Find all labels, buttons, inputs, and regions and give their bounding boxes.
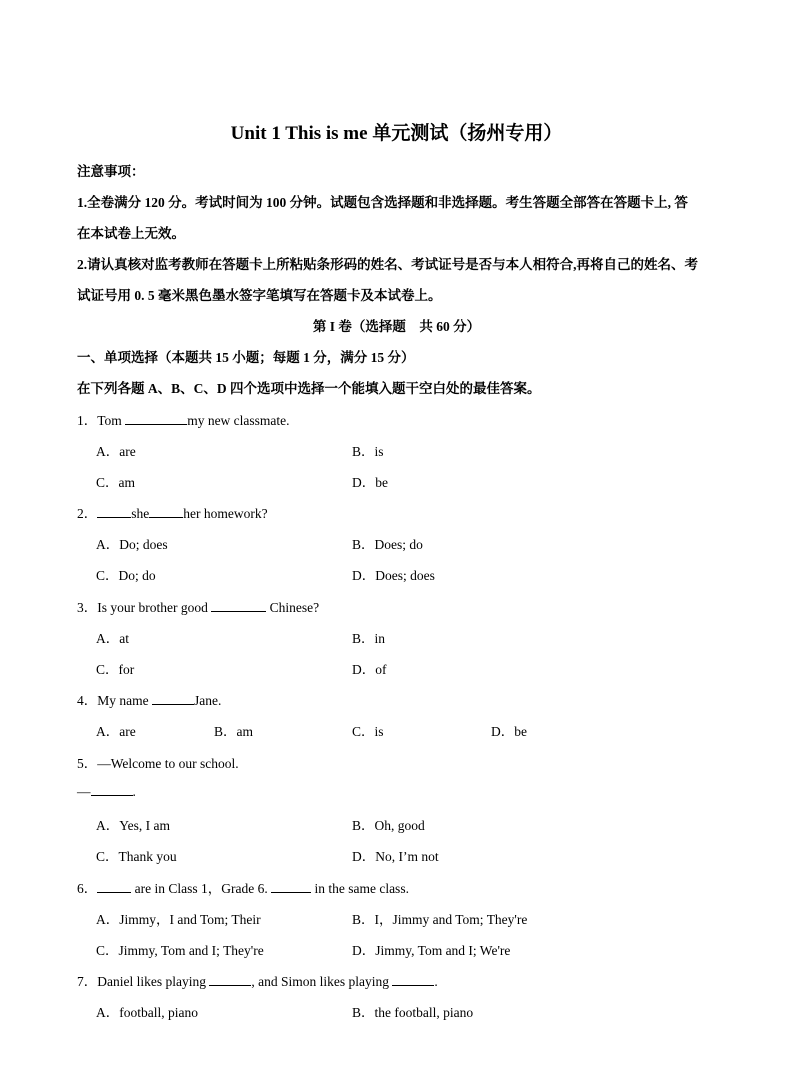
option-a[interactable]: A．Do; does bbox=[96, 537, 168, 552]
option-a[interactable]: A．are bbox=[96, 444, 136, 459]
option-c[interactable]: C．Do; do bbox=[96, 568, 156, 583]
option-a[interactable]: A．at bbox=[96, 631, 129, 646]
question-text: are in Class 1，Grade 6. bbox=[131, 881, 272, 896]
option-a[interactable]: A．Yes, I am bbox=[96, 818, 171, 833]
answer-blank bbox=[97, 880, 131, 893]
option-c[interactable]: C．Thank you bbox=[96, 849, 177, 864]
option-d[interactable]: D．Does; does bbox=[352, 568, 435, 583]
answer-blank bbox=[211, 599, 266, 612]
page-title: Unit 1 This is me 单元测试（扬州专用） bbox=[230, 123, 563, 144]
question-text: Is your brother good bbox=[97, 600, 212, 615]
option-b[interactable]: B．in bbox=[352, 631, 386, 646]
question-2 bbox=[77, 502, 268, 522]
question-text: Tom bbox=[97, 413, 126, 428]
option-b[interactable]: B．is bbox=[352, 444, 384, 459]
question-1 bbox=[77, 409, 290, 429]
option-b[interactable]: B．Does; do bbox=[352, 537, 423, 552]
question-text: —Welcome to our school. bbox=[97, 756, 239, 771]
question-number: 5． bbox=[77, 756, 98, 771]
option-b[interactable]: B．I，Jimmy and Tom; They're bbox=[352, 912, 528, 927]
answer-blank bbox=[91, 783, 133, 796]
question-text: her homework? bbox=[183, 506, 268, 521]
question-text: My name bbox=[97, 693, 152, 708]
question-4 bbox=[77, 689, 221, 709]
question-text: Chinese? bbox=[266, 600, 320, 615]
option-b[interactable]: B．Oh, good bbox=[352, 818, 425, 833]
answer-blank bbox=[125, 412, 187, 425]
answer-blank bbox=[209, 973, 251, 986]
option-d[interactable]: D．Jimmy, Tom and I; We're bbox=[352, 943, 511, 958]
option-b[interactable]: B．am bbox=[214, 724, 253, 739]
question-number: 6． bbox=[77, 881, 98, 896]
option-d[interactable]: D．be bbox=[491, 724, 527, 739]
option-d[interactable]: D．be bbox=[352, 475, 388, 490]
option-d[interactable]: D．No, I’m not bbox=[352, 849, 439, 864]
question-5-answer-line bbox=[77, 783, 136, 800]
question-number: 3． bbox=[77, 600, 98, 615]
option-c[interactable]: C．Jimmy, Tom and I; They're bbox=[96, 943, 264, 958]
option-a[interactable]: A．are bbox=[96, 724, 136, 739]
question-text: in the same class. bbox=[311, 881, 409, 896]
part-title: 第 I 卷（选择题 共 60 分） bbox=[312, 319, 481, 334]
option-a[interactable]: A．Jimmy，I and Tom; Their bbox=[96, 912, 261, 927]
question-text: , and Simon likes playing bbox=[251, 974, 393, 989]
notice-item-2-line-1: 2.请认真核对监考教师在答题卡上所粘贴条形码的姓名、考试证号是否与本人相符合,再将自己的姓名、考 bbox=[77, 257, 698, 272]
question-3 bbox=[77, 596, 319, 616]
question-5 bbox=[77, 752, 239, 772]
answer-blank bbox=[97, 505, 131, 518]
question-number: 7． bbox=[77, 974, 98, 989]
notice-item-1-line-1: 1.全卷满分 120 分。考试时间为 100 分钟。试题包含选择题和非选择题。考生答题全部答在答题卡上, 答 bbox=[77, 195, 688, 210]
notice-heading: 注意事项： bbox=[77, 164, 145, 179]
answer-blank bbox=[149, 505, 183, 518]
question-text: Daniel likes playing bbox=[97, 974, 210, 989]
question-number: 1． bbox=[77, 413, 98, 428]
question-6 bbox=[77, 877, 409, 897]
option-d[interactable]: D．of bbox=[352, 662, 387, 677]
section-instruction: 在下列各题 A、B、C、D 四个选项中选择一个能填入题干空白处的最佳答案。 bbox=[77, 381, 541, 396]
option-c[interactable]: C．am bbox=[96, 475, 135, 490]
question-number: 4． bbox=[77, 693, 98, 708]
answer-blank bbox=[392, 973, 434, 986]
question-7 bbox=[77, 970, 438, 990]
dash: — bbox=[77, 784, 91, 799]
question-text: Jane. bbox=[194, 693, 222, 708]
question-text: . bbox=[434, 974, 438, 989]
option-c[interactable]: C．is bbox=[352, 724, 384, 739]
notice-item-1-line-2: 在本试卷上无效。 bbox=[77, 226, 185, 241]
option-b[interactable]: B．the football, piano bbox=[352, 1005, 474, 1020]
question-number: 2． bbox=[77, 506, 98, 521]
question-text: my new classmate. bbox=[187, 413, 290, 428]
option-c[interactable]: C．for bbox=[96, 662, 135, 677]
notice-item-2-line-2: 试证号用 0. 5 毫米黑色墨水签字笔填写在答题卡及本试卷上。 bbox=[77, 288, 442, 303]
section-heading: 一、单项选择（本题共 15 小题；每题 1 分，满分 15 分） bbox=[77, 350, 415, 365]
period: . bbox=[132, 784, 136, 799]
answer-blank bbox=[271, 880, 311, 893]
question-text: she bbox=[131, 506, 150, 521]
option-a[interactable]: A．football, piano bbox=[96, 1005, 198, 1020]
answer-blank bbox=[152, 692, 194, 705]
